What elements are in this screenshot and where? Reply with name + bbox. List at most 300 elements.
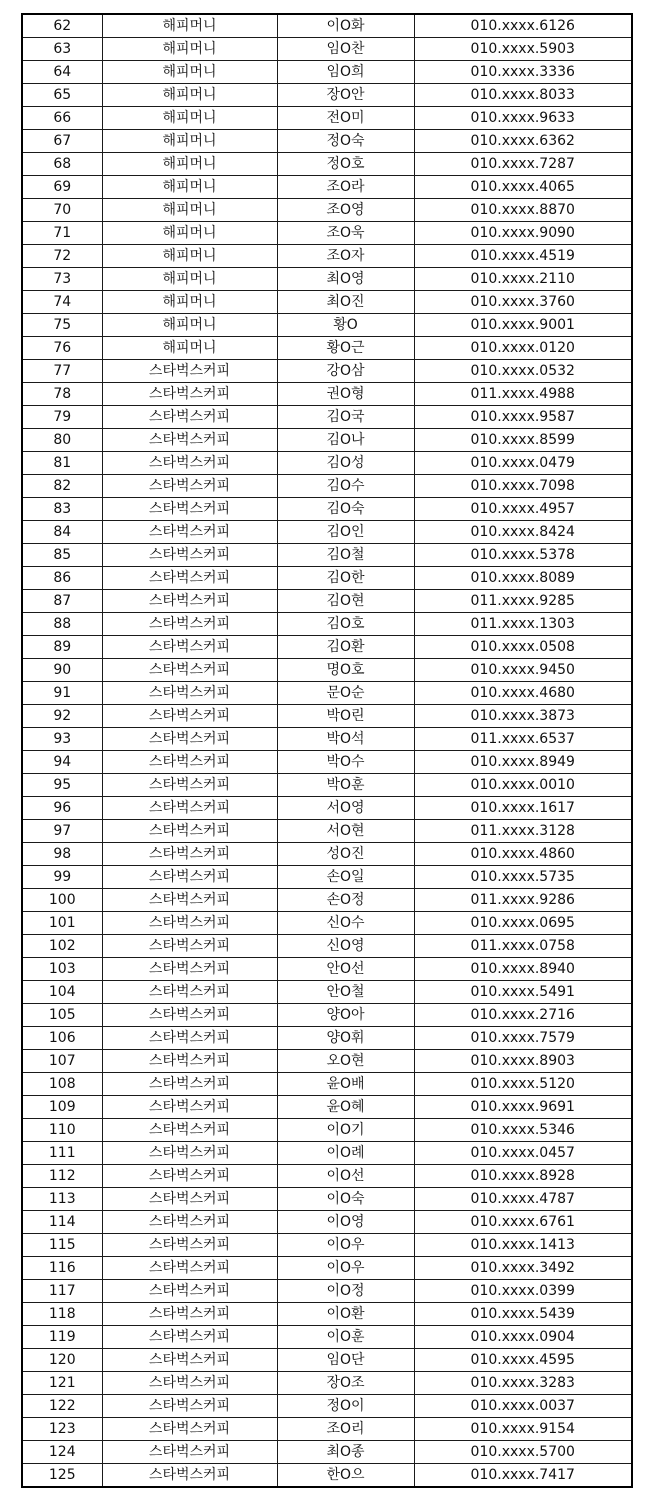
phone-number-cell: 011.xxxx.0758 <box>414 935 632 958</box>
phone-number-cell: 011.xxxx.6537 <box>414 728 632 751</box>
table-row <box>22 866 632 889</box>
gift-store-cell: 스타벅스커피 <box>102 521 277 544</box>
winner-list-sheet <box>21 13 631 1488</box>
gift-store-cell: 스타벅스커피 <box>102 383 277 406</box>
row-number-cell: 88 <box>22 613 102 636</box>
phone-number-cell: 010.xxxx.5903 <box>414 38 632 61</box>
phone-number-cell: 010.xxxx.8033 <box>414 84 632 107</box>
winner-name-cell: 임O희 <box>277 61 414 84</box>
table-row <box>22 1234 632 1257</box>
row-number-cell: 91 <box>22 682 102 705</box>
gift-store-cell: 스타벅스커피 <box>102 1165 277 1188</box>
row-number-cell: 97 <box>22 820 102 843</box>
table-row <box>22 153 632 176</box>
row-number-cell: 104 <box>22 981 102 1004</box>
table-row <box>22 935 632 958</box>
phone-number-cell: 010.xxxx.9154 <box>414 1418 632 1441</box>
phone-number-cell: 010.xxxx.5491 <box>414 981 632 1004</box>
row-number-cell: 68 <box>22 153 102 176</box>
winner-name-cell: 성O진 <box>277 843 414 866</box>
table-row <box>22 705 632 728</box>
gift-store-cell: 스타벅스커피 <box>102 682 277 705</box>
row-number-cell: 105 <box>22 1004 102 1027</box>
gift-store-cell: 스타벅스커피 <box>102 1326 277 1349</box>
row-number-cell: 118 <box>22 1303 102 1326</box>
phone-number-cell: 011.xxxx.4988 <box>414 383 632 406</box>
table-row <box>22 728 632 751</box>
winner-name-cell: 명O호 <box>277 659 414 682</box>
winner-name-cell: 김O수 <box>277 475 414 498</box>
table-row <box>22 14 632 38</box>
phone-number-cell: 010.xxxx.5735 <box>414 866 632 889</box>
phone-number-cell: 010.xxxx.0399 <box>414 1280 632 1303</box>
table-row <box>22 1027 632 1050</box>
phone-number-cell: 010.xxxx.5120 <box>414 1073 632 1096</box>
phone-number-cell: 010.xxxx.0010 <box>414 774 632 797</box>
table-row <box>22 1418 632 1441</box>
winner-name-cell: 문O순 <box>277 682 414 705</box>
gift-store-cell: 스타벅스커피 <box>102 1027 277 1050</box>
winner-name-cell: 조O자 <box>277 245 414 268</box>
winner-name-cell: 최O진 <box>277 291 414 314</box>
gift-store-cell: 스타벅스커피 <box>102 1096 277 1119</box>
winner-name-cell: 윤O혜 <box>277 1096 414 1119</box>
gift-store-cell: 스타벅스커피 <box>102 1280 277 1303</box>
table-row <box>22 268 632 291</box>
phone-number-cell: 010.xxxx.0508 <box>414 636 632 659</box>
phone-number-cell: 010.xxxx.8870 <box>414 199 632 222</box>
row-number-cell: 109 <box>22 1096 102 1119</box>
gift-store-cell: 스타벅스커피 <box>102 360 277 383</box>
table-row <box>22 1257 632 1280</box>
row-number-cell: 72 <box>22 245 102 268</box>
gift-store-cell: 스타벅스커피 <box>102 1050 277 1073</box>
gift-store-cell: 해피머니 <box>102 337 277 360</box>
gift-store-cell: 스타벅스커피 <box>102 613 277 636</box>
phone-number-cell: 010.xxxx.5346 <box>414 1119 632 1142</box>
row-number-cell: 66 <box>22 107 102 130</box>
phone-number-cell: 011.xxxx.3128 <box>414 820 632 843</box>
phone-number-cell: 010.xxxx.3492 <box>414 1257 632 1280</box>
phone-number-cell: 010.xxxx.9633 <box>414 107 632 130</box>
gift-store-cell: 해피머니 <box>102 84 277 107</box>
row-number-cell: 121 <box>22 1372 102 1395</box>
row-number-cell: 70 <box>22 199 102 222</box>
phone-number-cell: 010.xxxx.6126 <box>414 14 632 38</box>
winner-name-cell: 박O석 <box>277 728 414 751</box>
phone-number-cell: 010.xxxx.8903 <box>414 1050 632 1073</box>
row-number-cell: 99 <box>22 866 102 889</box>
phone-number-cell: 010.xxxx.3760 <box>414 291 632 314</box>
gift-store-cell: 스타벅스커피 <box>102 866 277 889</box>
row-number-cell: 89 <box>22 636 102 659</box>
phone-number-cell: 010.xxxx.8424 <box>414 521 632 544</box>
winner-name-cell: 김O나 <box>277 429 414 452</box>
table-row <box>22 1280 632 1303</box>
phone-number-cell: 010.xxxx.7287 <box>414 153 632 176</box>
row-number-cell: 122 <box>22 1395 102 1418</box>
phone-number-cell: 010.xxxx.9691 <box>414 1096 632 1119</box>
table-row <box>22 567 632 590</box>
gift-store-cell: 스타벅스커피 <box>102 429 277 452</box>
phone-number-cell: 010.xxxx.2110 <box>414 268 632 291</box>
phone-number-cell: 010.xxxx.0532 <box>414 360 632 383</box>
row-number-cell: 102 <box>22 935 102 958</box>
winner-name-cell: 김O인 <box>277 521 414 544</box>
gift-store-cell: 스타벅스커피 <box>102 728 277 751</box>
winner-name-cell: 김O환 <box>277 636 414 659</box>
table-row <box>22 84 632 107</box>
winner-name-cell: 조O라 <box>277 176 414 199</box>
winner-name-cell: 이O훈 <box>277 1326 414 1349</box>
table-row <box>22 1349 632 1372</box>
winner-name-cell: 조O리 <box>277 1418 414 1441</box>
phone-number-cell: 010.xxxx.7579 <box>414 1027 632 1050</box>
winner-name-cell: 신O영 <box>277 935 414 958</box>
gift-store-cell: 스타벅스커피 <box>102 1234 277 1257</box>
gift-store-cell: 스타벅스커피 <box>102 1372 277 1395</box>
table-row <box>22 1441 632 1464</box>
gift-store-cell: 스타벅스커피 <box>102 1257 277 1280</box>
gift-store-cell: 스타벅스커피 <box>102 636 277 659</box>
row-number-cell: 64 <box>22 61 102 84</box>
table-row <box>22 38 632 61</box>
gift-store-cell: 해피머니 <box>102 38 277 61</box>
winner-name-cell: 임O찬 <box>277 38 414 61</box>
table-row <box>22 245 632 268</box>
row-number-cell: 87 <box>22 590 102 613</box>
row-number-cell: 78 <box>22 383 102 406</box>
table-row <box>22 1073 632 1096</box>
row-number-cell: 98 <box>22 843 102 866</box>
gift-store-cell: 해피머니 <box>102 153 277 176</box>
row-number-cell: 92 <box>22 705 102 728</box>
table-row <box>22 544 632 567</box>
row-number-cell: 123 <box>22 1418 102 1441</box>
phone-number-cell: 011.xxxx.1303 <box>414 613 632 636</box>
table-row <box>22 1211 632 1234</box>
winner-name-cell: 김O호 <box>277 613 414 636</box>
winner-name-cell: 장O안 <box>277 84 414 107</box>
gift-store-cell: 스타벅스커피 <box>102 567 277 590</box>
phone-number-cell: 010.xxxx.9001 <box>414 314 632 337</box>
winner-name-cell: 오O현 <box>277 1050 414 1073</box>
row-number-cell: 114 <box>22 1211 102 1234</box>
phone-number-cell: 010.xxxx.5700 <box>414 1441 632 1464</box>
phone-number-cell: 010.xxxx.4065 <box>414 176 632 199</box>
winner-name-cell: 김O철 <box>277 544 414 567</box>
gift-store-cell: 스타벅스커피 <box>102 406 277 429</box>
winner-name-cell: 장O조 <box>277 1372 414 1395</box>
row-number-cell: 63 <box>22 38 102 61</box>
winner-name-cell: 정O숙 <box>277 130 414 153</box>
phone-number-cell: 010.xxxx.5439 <box>414 1303 632 1326</box>
winner-name-cell: 이O례 <box>277 1142 414 1165</box>
table-row <box>22 429 632 452</box>
phone-number-cell: 010.xxxx.5378 <box>414 544 632 567</box>
winner-name-cell: 이O우 <box>277 1234 414 1257</box>
table-row <box>22 820 632 843</box>
winner-name-cell: 이O우 <box>277 1257 414 1280</box>
row-number-cell: 73 <box>22 268 102 291</box>
winner-name-cell: 박O훈 <box>277 774 414 797</box>
row-number-cell: 76 <box>22 337 102 360</box>
table-row <box>22 1395 632 1418</box>
winner-name-cell: 안O선 <box>277 958 414 981</box>
gift-store-cell: 스타벅스커피 <box>102 820 277 843</box>
gift-store-cell: 스타벅스커피 <box>102 705 277 728</box>
table-row <box>22 176 632 199</box>
table-row <box>22 1165 632 1188</box>
gift-store-cell: 스타벅스커피 <box>102 889 277 912</box>
phone-number-cell: 010.xxxx.9450 <box>414 659 632 682</box>
gift-store-cell: 스타벅스커피 <box>102 452 277 475</box>
winner-name-cell: 김O한 <box>277 567 414 590</box>
table-row <box>22 889 632 912</box>
winner-name-cell: 최O종 <box>277 1441 414 1464</box>
gift-store-cell: 해피머니 <box>102 14 277 38</box>
row-number-cell: 100 <box>22 889 102 912</box>
winner-name-cell: 정O이 <box>277 1395 414 1418</box>
winner-name-cell: 이O화 <box>277 14 414 38</box>
phone-number-cell: 010.xxxx.4957 <box>414 498 632 521</box>
table-row <box>22 797 632 820</box>
winner-name-cell: 박O수 <box>277 751 414 774</box>
table-row <box>22 199 632 222</box>
gift-store-cell: 스타벅스커피 <box>102 475 277 498</box>
row-number-cell: 111 <box>22 1142 102 1165</box>
table-row <box>22 360 632 383</box>
gift-store-cell: 스타벅스커피 <box>102 1073 277 1096</box>
winner-name-cell: 손O정 <box>277 889 414 912</box>
row-number-cell: 93 <box>22 728 102 751</box>
winner-name-cell: 김O숙 <box>277 498 414 521</box>
table-row <box>22 1096 632 1119</box>
table-row <box>22 337 632 360</box>
winner-name-cell: 이O숙 <box>277 1188 414 1211</box>
winner-name-cell: 서O영 <box>277 797 414 820</box>
table-row <box>22 314 632 337</box>
row-number-cell: 106 <box>22 1027 102 1050</box>
table-row <box>22 1372 632 1395</box>
winner-name-cell: 최O영 <box>277 268 414 291</box>
phone-number-cell: 010.xxxx.0479 <box>414 452 632 475</box>
phone-number-cell: 010.xxxx.3283 <box>414 1372 632 1395</box>
winner-name-cell: 김O성 <box>277 452 414 475</box>
phone-number-cell: 010.xxxx.9587 <box>414 406 632 429</box>
table-row <box>22 130 632 153</box>
winner-name-cell: 한O으 <box>277 1464 414 1488</box>
table-row <box>22 613 632 636</box>
gift-store-cell: 해피머니 <box>102 130 277 153</box>
table-row <box>22 1004 632 1027</box>
gift-store-cell: 해피머니 <box>102 176 277 199</box>
winner-name-cell: 황O근 <box>277 337 414 360</box>
phone-number-cell: 010.xxxx.0120 <box>414 337 632 360</box>
row-number-cell: 62 <box>22 14 102 38</box>
row-number-cell: 81 <box>22 452 102 475</box>
gift-store-cell: 해피머니 <box>102 268 277 291</box>
row-number-cell: 84 <box>22 521 102 544</box>
row-number-cell: 94 <box>22 751 102 774</box>
table-row <box>22 958 632 981</box>
gift-store-cell: 스타벅스커피 <box>102 1004 277 1027</box>
row-number-cell: 103 <box>22 958 102 981</box>
gift-store-cell: 스타벅스커피 <box>102 1303 277 1326</box>
row-number-cell: 82 <box>22 475 102 498</box>
row-number-cell: 96 <box>22 797 102 820</box>
winner-name-cell: 강O삼 <box>277 360 414 383</box>
gift-store-cell: 스타벅스커피 <box>102 1211 277 1234</box>
phone-number-cell: 010.xxxx.4595 <box>414 1349 632 1372</box>
winner-name-cell: 임O단 <box>277 1349 414 1372</box>
winner-name-cell: 안O철 <box>277 981 414 1004</box>
gift-store-cell: 스타벅스커피 <box>102 912 277 935</box>
gift-store-cell: 스타벅스커피 <box>102 1188 277 1211</box>
row-number-cell: 116 <box>22 1257 102 1280</box>
phone-number-cell: 010.xxxx.4680 <box>414 682 632 705</box>
phone-number-cell: 010.xxxx.3873 <box>414 705 632 728</box>
row-number-cell: 90 <box>22 659 102 682</box>
phone-number-cell: 010.xxxx.1617 <box>414 797 632 820</box>
phone-number-cell: 010.xxxx.3336 <box>414 61 632 84</box>
row-number-cell: 117 <box>22 1280 102 1303</box>
table-row <box>22 912 632 935</box>
table-row <box>22 452 632 475</box>
gift-store-cell: 해피머니 <box>102 245 277 268</box>
winner-name-cell: 서O현 <box>277 820 414 843</box>
phone-number-cell: 011.xxxx.9285 <box>414 590 632 613</box>
row-number-cell: 95 <box>22 774 102 797</box>
winner-name-cell: 양O휘 <box>277 1027 414 1050</box>
winner-name-cell: 이O정 <box>277 1280 414 1303</box>
winner-name-cell: 양O아 <box>277 1004 414 1027</box>
winner-name-cell: 조O욱 <box>277 222 414 245</box>
winner-name-cell: 손O일 <box>277 866 414 889</box>
row-number-cell: 85 <box>22 544 102 567</box>
row-number-cell: 107 <box>22 1050 102 1073</box>
row-number-cell: 112 <box>22 1165 102 1188</box>
table-row <box>22 107 632 130</box>
table-row <box>22 521 632 544</box>
winner-name-cell: 이O환 <box>277 1303 414 1326</box>
table-row <box>22 843 632 866</box>
row-number-cell: 124 <box>22 1441 102 1464</box>
row-number-cell: 79 <box>22 406 102 429</box>
winner-table <box>21 13 633 1488</box>
gift-store-cell: 스타벅스커피 <box>102 1464 277 1488</box>
table-row <box>22 406 632 429</box>
phone-number-cell: 010.xxxx.7417 <box>414 1464 632 1488</box>
row-number-cell: 115 <box>22 1234 102 1257</box>
gift-store-cell: 해피머니 <box>102 199 277 222</box>
table-row <box>22 1464 632 1488</box>
winner-name-cell: 이O기 <box>277 1119 414 1142</box>
phone-number-cell: 010.xxxx.2716 <box>414 1004 632 1027</box>
row-number-cell: 75 <box>22 314 102 337</box>
gift-store-cell: 스타벅스커피 <box>102 1119 277 1142</box>
table-row <box>22 682 632 705</box>
table-row <box>22 498 632 521</box>
row-number-cell: 120 <box>22 1349 102 1372</box>
winner-name-cell: 황O <box>277 314 414 337</box>
row-number-cell: 69 <box>22 176 102 199</box>
row-number-cell: 71 <box>22 222 102 245</box>
winner-name-cell: 권O형 <box>277 383 414 406</box>
row-number-cell: 113 <box>22 1188 102 1211</box>
gift-store-cell: 스타벅스커피 <box>102 1441 277 1464</box>
table-row <box>22 751 632 774</box>
table-row <box>22 1119 632 1142</box>
gift-store-cell: 스타벅스커피 <box>102 1418 277 1441</box>
gift-store-cell: 해피머니 <box>102 107 277 130</box>
gift-store-cell: 스타벅스커피 <box>102 797 277 820</box>
table-row <box>22 1303 632 1326</box>
phone-number-cell: 010.xxxx.1413 <box>414 1234 632 1257</box>
table-row <box>22 222 632 245</box>
winner-name-cell: 전O미 <box>277 107 414 130</box>
gift-store-cell: 해피머니 <box>102 314 277 337</box>
gift-store-cell: 스타벅스커피 <box>102 774 277 797</box>
gift-store-cell: 스타벅스커피 <box>102 981 277 1004</box>
winner-name-cell: 윤O배 <box>277 1073 414 1096</box>
gift-store-cell: 스타벅스커피 <box>102 1142 277 1165</box>
winner-name-cell: 이O영 <box>277 1211 414 1234</box>
winner-name-cell: 조O영 <box>277 199 414 222</box>
phone-number-cell: 010.xxxx.4519 <box>414 245 632 268</box>
row-number-cell: 65 <box>22 84 102 107</box>
phone-number-cell: 010.xxxx.4860 <box>414 843 632 866</box>
gift-store-cell: 스타벅스커피 <box>102 935 277 958</box>
row-number-cell: 83 <box>22 498 102 521</box>
winner-name-cell: 정O호 <box>277 153 414 176</box>
gift-store-cell: 스타벅스커피 <box>102 1349 277 1372</box>
gift-store-cell: 해피머니 <box>102 61 277 84</box>
table-row <box>22 590 632 613</box>
table-row <box>22 636 632 659</box>
table-row <box>22 981 632 1004</box>
table-row <box>22 1142 632 1165</box>
winner-name-cell: 박O린 <box>277 705 414 728</box>
phone-number-cell: 010.xxxx.4787 <box>414 1188 632 1211</box>
gift-store-cell: 스타벅스커피 <box>102 544 277 567</box>
row-number-cell: 74 <box>22 291 102 314</box>
table-row <box>22 659 632 682</box>
table-row <box>22 291 632 314</box>
phone-number-cell: 010.xxxx.8949 <box>414 751 632 774</box>
row-number-cell: 77 <box>22 360 102 383</box>
gift-store-cell: 스타벅스커피 <box>102 751 277 774</box>
phone-number-cell: 010.xxxx.0904 <box>414 1326 632 1349</box>
phone-number-cell: 010.xxxx.0037 <box>414 1395 632 1418</box>
phone-number-cell: 010.xxxx.8089 <box>414 567 632 590</box>
gift-store-cell: 해피머니 <box>102 222 277 245</box>
gift-store-cell: 스타벅스커피 <box>102 498 277 521</box>
winner-name-cell: 신O수 <box>277 912 414 935</box>
phone-number-cell: 010.xxxx.0457 <box>414 1142 632 1165</box>
table-row <box>22 61 632 84</box>
row-number-cell: 80 <box>22 429 102 452</box>
phone-number-cell: 010.xxxx.0695 <box>414 912 632 935</box>
winner-name-cell: 이O선 <box>277 1165 414 1188</box>
row-number-cell: 86 <box>22 567 102 590</box>
gift-store-cell: 스타벅스커피 <box>102 1395 277 1418</box>
phone-number-cell: 011.xxxx.9286 <box>414 889 632 912</box>
phone-number-cell: 010.xxxx.8928 <box>414 1165 632 1188</box>
gift-store-cell: 스타벅스커피 <box>102 958 277 981</box>
phone-number-cell: 010.xxxx.9090 <box>414 222 632 245</box>
row-number-cell: 108 <box>22 1073 102 1096</box>
